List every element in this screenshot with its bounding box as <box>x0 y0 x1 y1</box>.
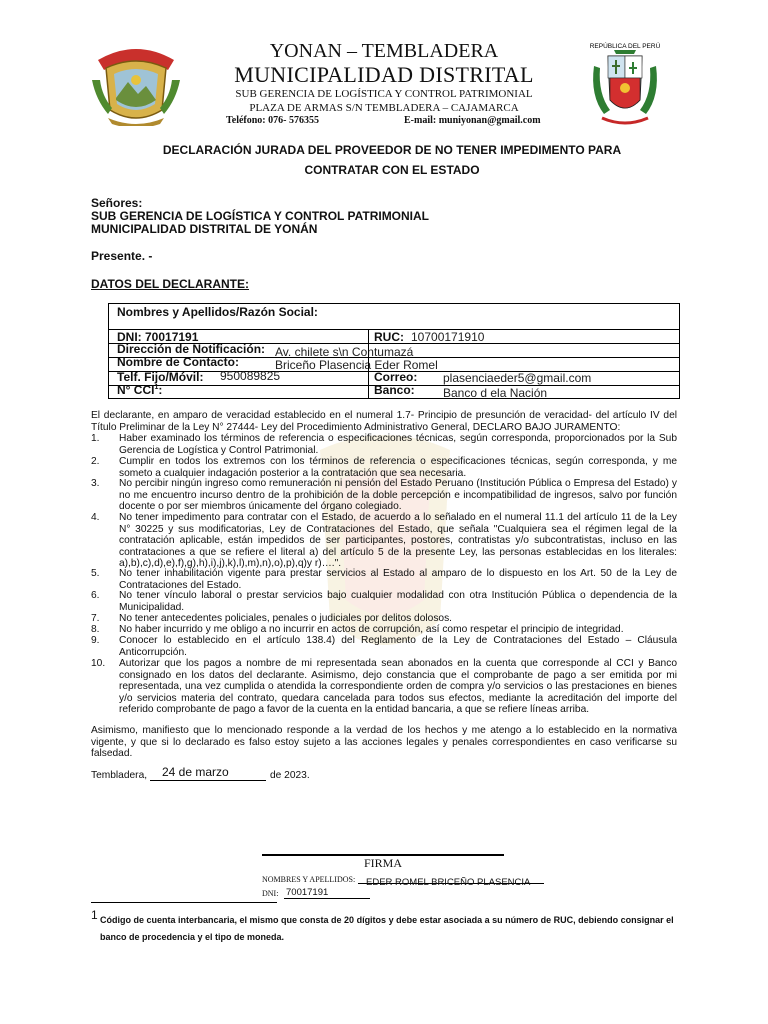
header-line-1: YONAN – TEMBLADERA <box>269 40 499 62</box>
closing-paragraph: Asimismo, manifiesto que lo mencionado responde a la verdad de los hechos y me atengo a lo establecido en la normativa vigente, y que si lo declarado es falso estoy sujeto a las acciones legales y penales correspondientes en caso verificarse su falsedad. <box>91 725 677 759</box>
header-line-3: SUB GERENCIA DE LOGÍSTICA Y CONTROL PATRIMONIAL <box>235 88 533 100</box>
banco-label: Banco: <box>374 383 415 397</box>
header-phone: Teléfono: 076- 576355 <box>226 115 319 126</box>
row-nombres <box>109 304 679 330</box>
signature-label: FIRMA <box>363 856 402 870</box>
telefono-value: 950089825 <box>220 369 281 383</box>
item-text: No tener vínculo laboral o prestar servicios bajo cualquier modalidad con otra Institución Pública o dependencia de la Municipalidad. <box>119 590 677 613</box>
names-label: NOMBRES Y APELLIDOS: <box>262 875 356 884</box>
date-suffix: de 2023. <box>270 770 310 781</box>
intro-paragraph: El declarante, en amparo de veracidad establecido en el numeral 1.7- Principio de presunción de veracidad- del artículo IV del Título Preliminar de la Ley N° 27444- Ley del Procedimiento Administrativo General, DECLARO BAJO JURAMENTO: <box>91 410 677 433</box>
addressee-line-2: MUNICIPALIDAD DISTRITAL DE YONÁN <box>91 222 318 236</box>
banco-value: Banco d ela Nación <box>443 386 548 400</box>
document-title-line-2: CONTRATAR CON EL ESTADO <box>304 163 480 177</box>
nombres-label: Nombres y Apellidos/Razón Social: <box>117 305 318 319</box>
table-divider <box>368 330 369 398</box>
footnote-mark: 1 <box>91 908 98 922</box>
item-text: No tener inhabilitación vigente para prestar servicios al Estado al amparo de lo dispuesto en los Art. 50 de la Ley de Contrataciones del Estado. <box>119 568 677 591</box>
item-number: 2. <box>91 456 100 467</box>
footnote-text: Código de cuenta interbancaria, el mismo que consta de 20 dígitos y debe estar asociada a su número de RUC, debiendo consignar el banco de procedencia y el tipo de moneda. <box>100 915 674 942</box>
telefono-label: Telf. Fijo/Móvil: <box>117 370 204 384</box>
date-prefix: Tembladera, <box>91 770 148 781</box>
signature-dni-label: DNI: <box>262 889 279 898</box>
item-number: 5. <box>91 568 100 579</box>
correo-label: Correo: <box>374 370 418 384</box>
dni-underline <box>284 898 370 899</box>
names-value: EDER ROMEL BRICEÑO PLASENCIA <box>366 877 531 888</box>
contacto-value: Briceño Plasencia Eder Romel <box>275 358 438 372</box>
direccion-label: Dirección de Notificación: <box>117 342 266 356</box>
item-text: No tener impedimento para contratar con el Estado, de acuerdo a lo señalado en el numeral 11.1 del artículo 11 de la Ley N° 30225 y sus modificatorias, Ley de Contrataciones del Estado, que señala "Cualquiera sea el régimen legal de la contratación aplicable, están impedidos de ser participantes, postores, contratistas y/o subcontratistas, incluso en las contrataciones a que se refiere el literal a) del artículo 5 de la presente Ley, las personas establecidas en los literales: a),b),c),d),e),f),g),h),i),j),k),l),m),n),o),p),q)y r)….". <box>119 512 677 569</box>
signature-dni-value: 70017191 <box>286 887 329 898</box>
declarant-table <box>108 303 680 399</box>
document-title-line-1: DECLARACIÓN JURADA DEL PROVEEDOR DE NO TENER IMPEDIMENTO PARA <box>162 143 622 157</box>
cci-label: N° CCI$^1$: <box>117 383 163 397</box>
item-number: 10. <box>91 658 106 669</box>
item-text: Cumplir en todos los extremos con los términos de referencia o especificaciones técnicas, según corresponda, y me someto a cualquier indagación posterior a la contratación que sea necesaria. <box>119 456 677 479</box>
item-number: 4. <box>91 512 100 523</box>
salutation: Señores: <box>91 196 143 210</box>
item-number: 8. <box>91 624 100 635</box>
date-underline <box>150 780 266 781</box>
ruc-label: RUC: <box>374 330 404 344</box>
footnote-separator <box>91 902 277 903</box>
dni-label: DNI: 70017191 <box>117 330 199 344</box>
item-text: No percibir ningún ingreso como remuneración ni pensión del Estado Peruano (Institución Pública o Empresa del Estado) y no me encuentro incurso dentro de la prohibición de la doble percepción e incompatibilidad de ingresos, salvo por función docente o por ser miembros únicamente del órgano colegiado. <box>119 478 677 512</box>
header-line-4: PLAZA DE ARMAS S/N TEMBLADERA – CAJAMARCA <box>249 102 519 114</box>
contacto-label: Nombre de Contacto: <box>117 355 240 369</box>
item-text: Haber examinado los términos de referencia o especificaciones técnicas, según corresponda, proporcionados por la Sub Gerencia de Logística y Control Patrimonial. <box>119 433 677 456</box>
item-number: 1. <box>91 433 100 444</box>
item-number: 3. <box>91 478 100 489</box>
item-text: Autorizar que los pagos a nombre de mi representada sean abonados en la cuenta que corresponde al CCI y Banco consignado en los datos del declarante. Asimismo, dejo constancia que el comprobante de pago a ser emitida por mi representada, una vez cumplida o atendida la correspondiente orden de compra y/o servicios o las prestaciones en bienes y/o servicios materia del contrato, quedara cancelada para todos sus efectos, mediante la acreditación del importe del referido comprobante de pago a favor de la cuenta en la entidad bancaria, a que se refiere líneas arriba. <box>119 658 677 715</box>
seal-text: REPÚBLICA DEL PERÚ <box>589 43 661 50</box>
presente: Presente. - <box>91 249 153 263</box>
addressee-line-1: SUB GERENCIA DE LOGÍSTICA Y CONTROL PATRIMONIAL <box>91 209 430 223</box>
item-text: No tener antecedentes policiales, penales o judiciales por delitos dolosos. <box>119 613 452 624</box>
section-title: DATOS DEL DECLARANTE: <box>91 277 250 291</box>
item-text: No haber incurrido y me obligo a no incurrir en actos de corrupción, así como respetar el principio de integridad. <box>119 624 624 635</box>
item-number: 9. <box>91 635 100 646</box>
date-value: 24 de marzo <box>162 765 229 779</box>
header-line-2: MUNICIPALIDAD DISTRITAL <box>234 62 534 87</box>
correo-value: plasenciaeder5@gmail.com <box>443 371 592 385</box>
item-number: 6. <box>91 590 100 601</box>
direccion-value: Av. chilete s\n Contumazá <box>275 345 414 359</box>
row-cci <box>109 383 679 400</box>
ruc-value: 10700171910 <box>411 330 485 344</box>
item-text: Conocer lo establecido en el artículo 138.4) del Reglamento de la Ley de Contrataciones del Estado – Cláusula Anticorrupción. <box>119 635 677 658</box>
item-number: 7. <box>91 613 100 624</box>
header-email: E-mail: muniyonan@gmail.com <box>404 115 541 126</box>
